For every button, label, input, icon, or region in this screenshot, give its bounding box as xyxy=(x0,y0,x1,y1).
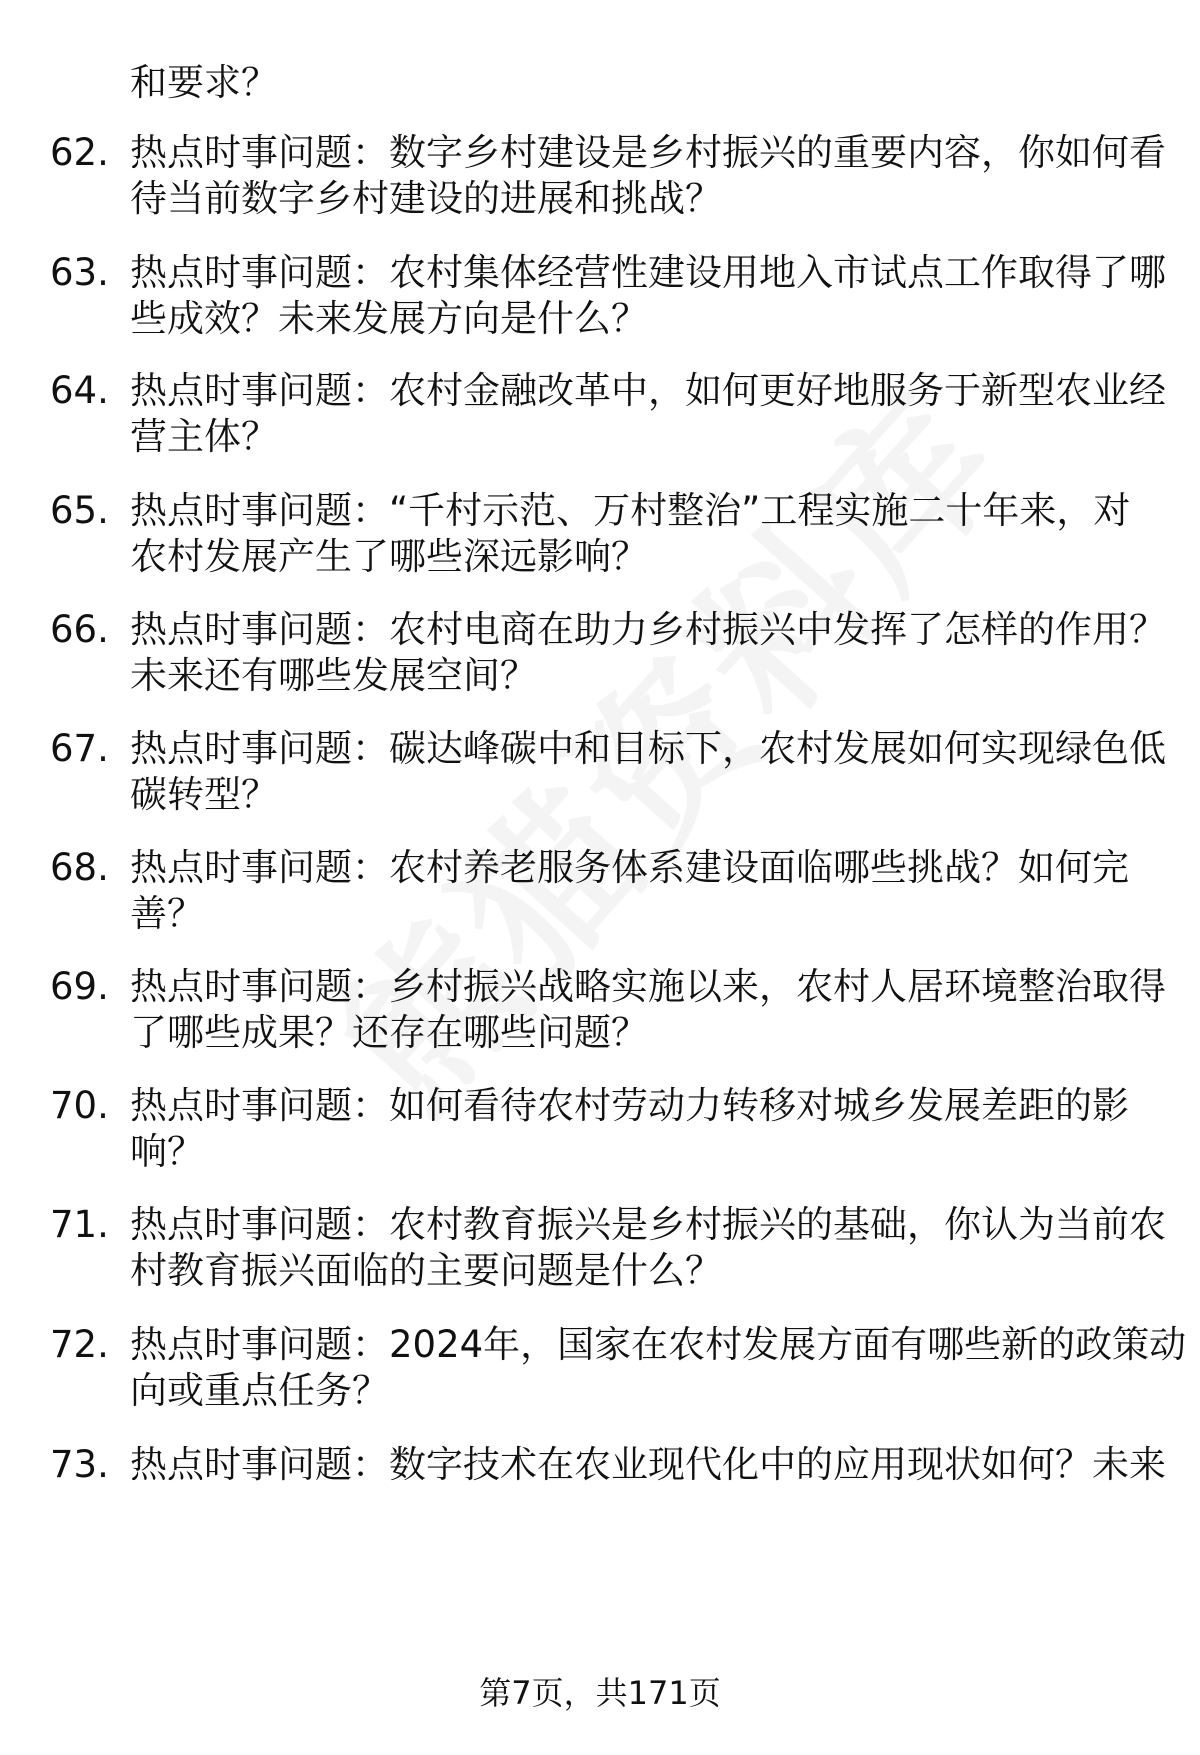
question-number: 72. xyxy=(50,1323,109,1366)
question-line: 热点时事问题：数字技术在农业现代化中的应用现状如何？未来 xyxy=(130,1443,1166,1486)
question-number: 66. xyxy=(50,608,109,651)
question-number: 68. xyxy=(50,846,109,889)
question-line: 热点时事问题：如何看待农村劳动力转移对城乡发展差距的影 xyxy=(130,1084,1129,1127)
question-number: 64. xyxy=(50,369,109,412)
question-number: 62. xyxy=(50,131,109,174)
question-number: 67. xyxy=(50,727,109,770)
question-line: 未来还有哪些发展空间？ xyxy=(130,654,537,697)
question-line: 响？ xyxy=(130,1130,204,1173)
question-line: 向或重点任务？ xyxy=(130,1369,389,1412)
question-line: 热点时事问题：农村教育振兴是乡村振兴的基础，你认为当前农 xyxy=(130,1203,1166,1246)
question-line: 热点时事问题：碳达峰碳中和目标下，农村发展如何实现绿色低 xyxy=(130,727,1166,770)
question-line: 热点时事问题：农村金融改革中，如何更好地服务于新型农业经 xyxy=(130,369,1166,412)
question-line: 热点时事问题：2024年，国家在农村发展方面有哪些新的政策动 xyxy=(130,1323,1187,1366)
question-line: 村教育振兴面临的主要问题是什么？ xyxy=(130,1249,722,1292)
question-line: 善？ xyxy=(130,892,204,935)
question-number: 65. xyxy=(50,489,109,532)
question-line: 待当前数字乡村建设的进展和挑战？ xyxy=(130,177,722,220)
question-line: 热点时事问题：数字乡村建设是乡村振兴的重要内容，你如何看 xyxy=(130,131,1166,174)
question-line: 些成效？未来发展方向是什么？ xyxy=(130,297,648,340)
question-line: 营主体？ xyxy=(130,415,278,458)
question-number: 71. xyxy=(50,1203,109,1246)
question-line: 热点时事问题：乡村振兴战略实施以来，农村人居环境整治取得 xyxy=(130,965,1166,1008)
question-number: 63. xyxy=(50,251,109,294)
question-line: 热点时事问题：农村养老服务体系建设面临哪些挑战？如何完 xyxy=(130,846,1129,889)
question-line: 碳转型？ xyxy=(130,773,278,816)
question-number: 69. xyxy=(50,965,109,1008)
question-line: 农村发展产生了哪些深远影响？ xyxy=(130,535,648,578)
question-line: 热点时事问题：“千村示范、万村整治”工程实施二十年来，对 xyxy=(130,489,1131,532)
question-number: 70. xyxy=(50,1084,109,1127)
question-line: 热点时事问题：农村集体经营性建设用地入市试点工作取得了哪 xyxy=(130,251,1166,294)
question-number: 73. xyxy=(50,1443,109,1486)
page-indicator: 第7页，共171页 xyxy=(479,1674,721,1712)
question-line: 了哪些成果？还存在哪些问题？ xyxy=(130,1011,648,1054)
continuation-line: 和要求？ xyxy=(130,61,278,104)
question-line: 热点时事问题：农村电商在助力乡村振兴中发挥了怎样的作用？ xyxy=(130,608,1166,651)
